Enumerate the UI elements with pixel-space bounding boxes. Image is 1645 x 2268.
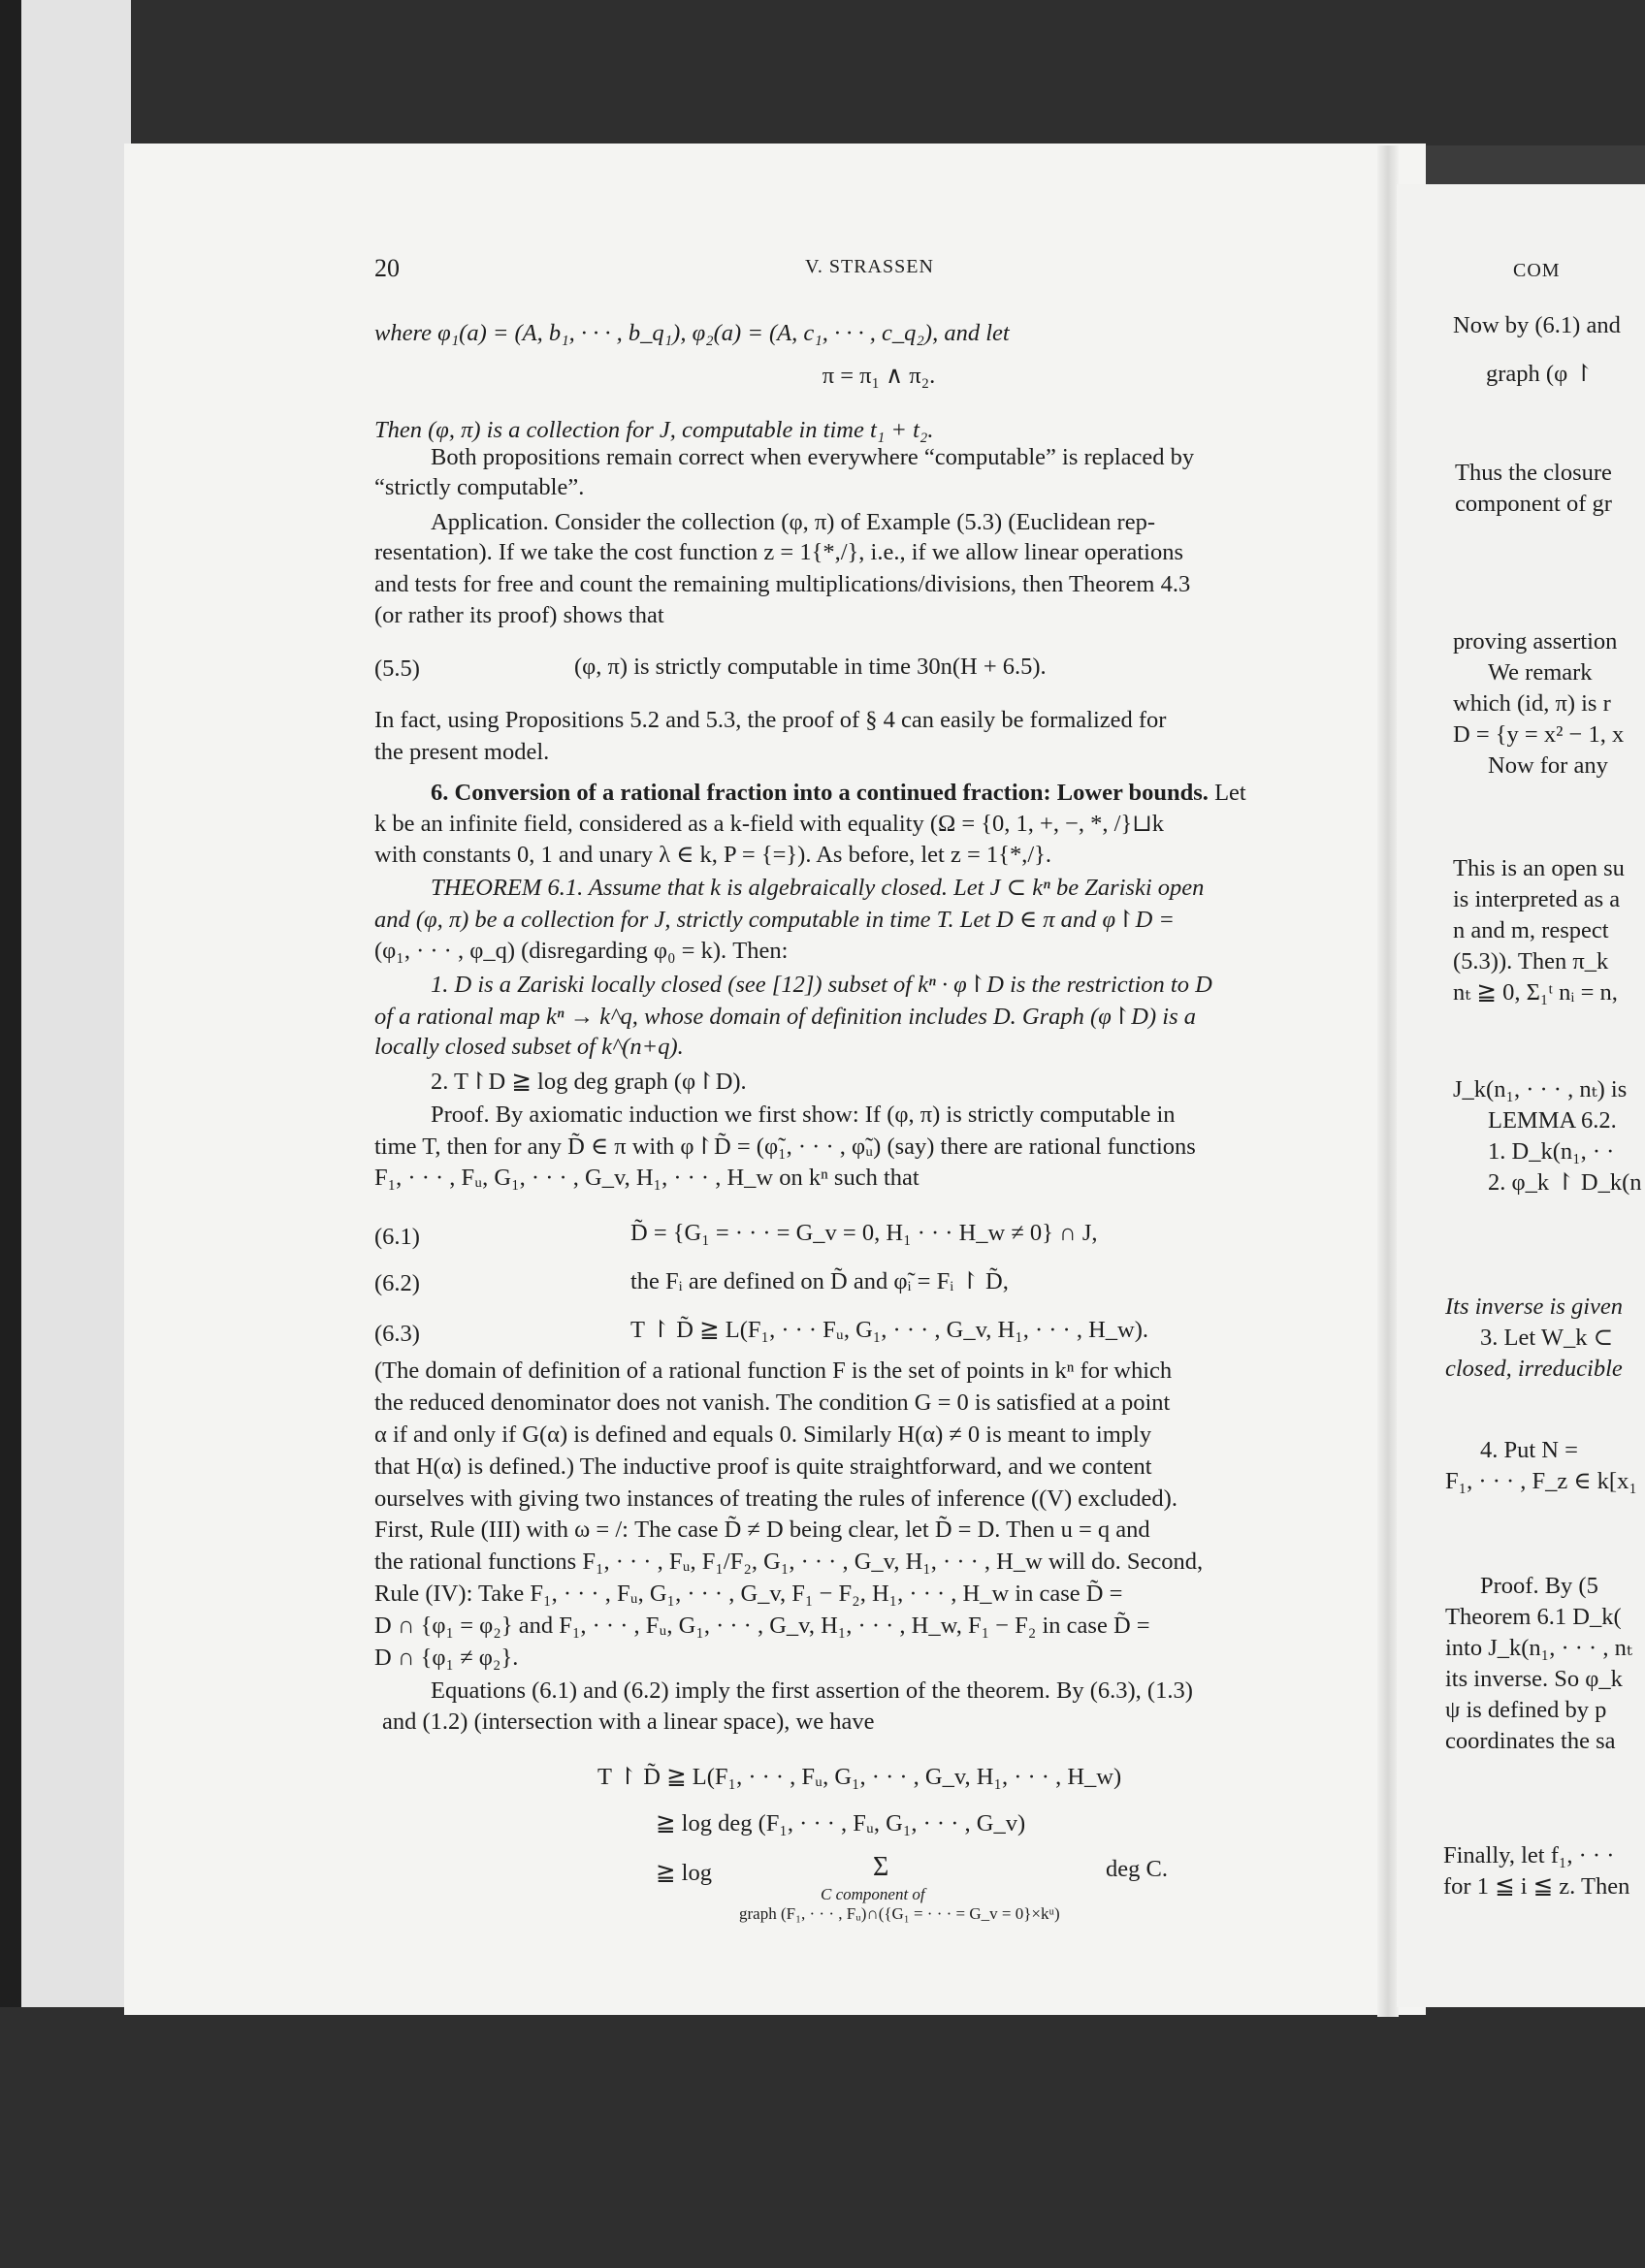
next-line: 3. Let W_k ⊂ [1480,1325,1614,1351]
text-line: with constants 0, 1 and unary λ ∈ k, P = {=}). As before, let z = 1{*,/}. [374,842,1052,868]
equation-pi: π = π₁ ∧ π₂. [822,363,936,389]
equation-tag: (6.3) [374,1321,420,1347]
text-line: D ∩ {φ₁ ≠ φ₂}. [374,1645,519,1671]
text-line: where φ₁(a) = (A, b₁, · · · , b_q₁), φ₂(a) = (A, c₁, · · · , c_q₂), and let [374,320,1010,346]
text-line: the rational functions F₁, · · · , Fᵤ, F₁/F₂, G₁, · · · , G_v, H₁, · · · , H_w will do. Second, [374,1549,1204,1575]
sum-symbol: Σ [873,1852,889,1882]
theorem-line: locally closed subset of k^(n+q). [374,1034,684,1060]
equation-tag: (6.2) [374,1270,420,1296]
text-line: Equations (6.1) and (6.2) imply the first assertion of the theorem. By (6.3), (1.3) [431,1677,1193,1704]
text-line: resentation). If we take the cost function z = 1{*,/}, i.e., if we allow linear operations [374,539,1183,565]
next-line: into J_k(n₁, · · · , nₜ [1445,1635,1632,1661]
next-line: proving assertion [1453,628,1618,655]
right-page-fragment [1397,184,1645,2007]
next-line: Now for any [1488,752,1608,779]
next-line: F₁, · · · , F_z ∈ k[x₁ [1445,1468,1637,1494]
text-line: Both propositions remain correct when everywhere “computable” is replaced by [431,444,1195,470]
display-line: deg C. [1106,1856,1168,1882]
scan-border-bottom [0,2007,1645,2268]
next-line: closed, irreducible [1445,1356,1623,1382]
display-line: T ↾ D̃ ≧ L(F₁, · · · , Fᵤ, G₁, · · · , G_v, H₁, · · · , H_w) [597,1764,1122,1790]
text-line: In fact, using Propositions 5.2 and 5.3, the proof of § 4 can easily be formalized for [374,707,1167,733]
sum-subscript: graph (F₁, · · · , Fᵤ)∩({G₁ = · · · = G_v = 0}×kᵘ) [739,1904,1060,1923]
next-line: Finally, let f₁, · · · [1443,1842,1615,1869]
text-line: Proof. By axiomatic induction we first show: If (φ, π) is strictly computable in [431,1102,1176,1128]
theorem-line: and (φ, π) be a collection for J, strictly computable in time T. Let D ∈ π and φ↾D = [374,907,1175,933]
text-line: k be an infinite field, considered as a k-field with equality (Ω = {0, 1, +, −, *, /}⊔k [374,811,1165,837]
text-line: ourselves with giving two instances of treating the rules of inference ((V) excluded). [374,1485,1177,1512]
next-line: Theorem 6.1 D_k( [1445,1604,1622,1630]
text-line: that H(α) is defined.) The inductive proof is quite straightforward, and we content [374,1453,1152,1480]
next-line: Its inverse is given [1445,1294,1624,1320]
next-line: its inverse. So φ_k [1445,1666,1623,1692]
next-line: D = {y = x² − 1, x [1453,721,1625,748]
equation-tag: (5.5) [374,655,420,682]
equation-tag: (6.1) [374,1224,420,1250]
section-heading [431,778,1246,808]
text-line: time T, then for any D̃ ∈ π with φ↾D̃ = (φ̃₁, · · · , φ̃ᵤ) (say) there are rational functions [374,1134,1196,1160]
next-line: ψ is defined by p [1445,1697,1607,1723]
next-line: nₜ ≧ 0, Σ₁ᵗ nᵢ = n, [1453,979,1618,1006]
text-line: Then (φ, π) is a collection for J, computable in time t₁ + t₂. [374,417,934,443]
text-line: and (1.2) (intersection with a linear space), we have [382,1709,875,1735]
equation-6-1: D̃ = {G₁ = · · · = G_v = 0, H₁ · · · H_w ≠ 0} ∩ J, [630,1220,1098,1246]
scan-margin-left [0,0,131,2268]
next-line: graph (φ ↾ [1486,361,1594,387]
scan-border-top [0,0,1645,145]
next-line: (5.3)). Then π_k [1453,948,1609,974]
next-line: 4. Put N = [1480,1437,1578,1463]
running-head: V. STRASSEN [805,256,934,277]
next-line: We remark [1488,659,1593,686]
next-running-head: COM [1513,260,1561,281]
text-line: Rule (IV): Take F₁, · · · , Fᵤ, G₁, · · · , G_v, F₁ − F₂, H₁, · · · , H_w in case D̃ = [374,1581,1123,1607]
theorem-line: of a rational map kⁿ → k^q, whose domain of definition includes D. Graph (φ↾D) is a [374,1004,1196,1030]
page-number: 20 [374,254,400,282]
next-line: J_k(n₁, · · · , nₜ) is [1453,1076,1628,1102]
next-line: n and m, respect [1453,917,1609,943]
text-line: (The domain of definition of a rational function F is the set of points in kⁿ for which [374,1358,1173,1384]
sum-subscript: C component of [821,1885,925,1903]
text-line: D ∩ {φ₁ = φ₂} and F₁, · · · , Fᵤ, G₁, · · · , G_v, H₁, · · · , H_w, F₁ − F₂ in case D̃ = [374,1613,1150,1639]
theorem-line: 1. D is a Zariski locally closed (see [12]) subset of kⁿ · φ↾D is the restriction to D [431,972,1212,998]
text-line: and tests for free and count the remaining multiplications/divisions, then Theorem 4.3 [374,571,1191,597]
text-line: α if and only if G(α) is defined and equals 0. Similarly H(α) ≠ 0 is meant to imply [374,1421,1152,1448]
equation-5-5: (φ, π) is strictly computable in time 30n(H + 6.5). [574,654,1047,680]
next-line: 1. D_k(n₁, · · [1488,1138,1615,1165]
text-line: “strictly computable”. [374,474,585,500]
next-line: for 1 ≦ i ≦ z. Then [1443,1873,1630,1900]
text-line: First, Rule (III) with ω = /: The case D̃ ≠ D being clear, let D̃ = D. Then u = q and [374,1517,1150,1543]
text-line: the present model. [374,739,550,765]
next-line: LEMMA 6.2. [1488,1107,1617,1134]
equation-6-2: the Fᵢ are defined on D̃ and φ̃ᵢ = Fᵢ ↾ D̃, [630,1268,1009,1294]
theorem-line: THEOREM 6.1. Assume that k is algebraically closed. Let J ⊂ kⁿ be Zariski open [431,875,1205,901]
next-line: 2. φ_k ↾ D_k(n [1488,1169,1642,1196]
next-line: Thus the closure [1455,460,1612,486]
display-line: ≧ log deg (F₁, · · · , Fᵤ, G₁, · · · , G_v) [656,1810,1026,1837]
next-line: which (id, π) is r [1453,690,1611,717]
next-line: This is an open su [1453,855,1625,881]
next-line: component of gr [1455,491,1612,517]
theorem-line: 2. T↾D ≧ log deg graph (φ↾D). [431,1069,747,1095]
text-line: the reduced denominator does not vanish. The condition G = 0 is satisfied at a point [374,1390,1171,1416]
page-gutter [1377,145,1399,2017]
text-line: (or rather its proof) shows that [374,602,664,628]
next-line: coordinates the sa [1445,1728,1616,1754]
next-line: Now by (6.1) and [1453,312,1621,338]
theorem-line: (φ₁, · · · , φ_q) (disregarding φ₀ = k). Then: [374,938,789,964]
equation-6-3: T ↾ D̃ ≧ L(F₁, · · · Fᵤ, G₁, · · · , G_v, H₁, · · · , H_w). [630,1317,1149,1343]
section-title-tail: Let [1208,780,1246,806]
next-line: is interpreted as a [1453,886,1621,912]
text-line: Application. Consider the collection (φ, π) of Example (5.3) (Euclidean rep- [431,509,1155,535]
section-title: 6. Conversion of a rational fraction into a continued fraction: Lower bounds. [431,780,1209,806]
display-line: ≧ log [656,1860,712,1886]
text-line: F₁, · · · , Fᵤ, G₁, · · · , G_v, H₁, · · · , H_w on kⁿ such that [374,1165,919,1191]
next-line: Proof. By (5 [1480,1573,1598,1599]
